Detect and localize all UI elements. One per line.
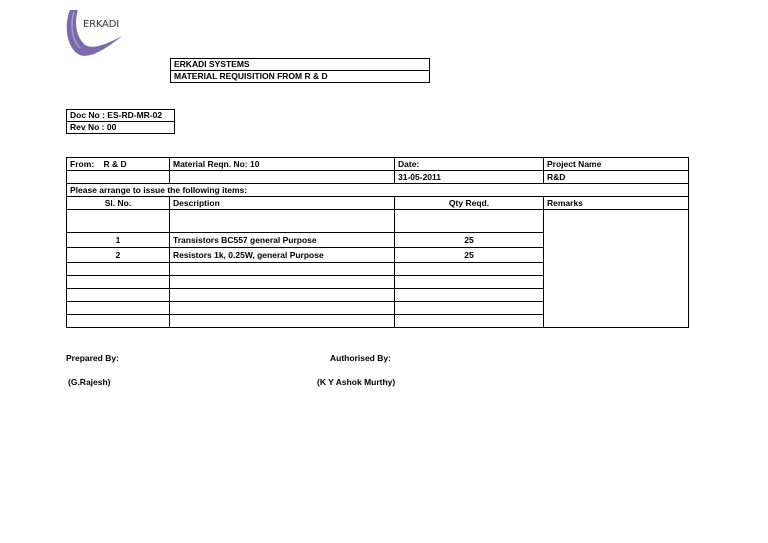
- instruction-text: Please arrange to issue the following items:: [67, 184, 689, 197]
- doc-number: Doc No : ES-RD-MR-02: [67, 110, 175, 122]
- item-slno: 1: [67, 233, 170, 248]
- from-value: R & D: [103, 159, 127, 169]
- item-description: Resistors 1k, 0.25W, general Purpose: [170, 248, 395, 263]
- table-row: [67, 210, 689, 233]
- from-label: From:: [70, 159, 95, 169]
- table-header-row: [67, 197, 689, 210]
- company-header: [170, 58, 430, 83]
- table-row: [67, 158, 689, 171]
- requisition-table: [66, 157, 689, 328]
- project-name-value: R&D: [544, 171, 689, 184]
- prepared-by-name: (G.Rajesh): [68, 377, 111, 387]
- date-value: 31-05-2011: [395, 171, 544, 184]
- erkadi-logo: [64, 6, 128, 60]
- item-slno: 2: [67, 248, 170, 263]
- table-row: [67, 184, 689, 197]
- date-label: Date:: [395, 158, 544, 171]
- document-title: MATERIAL REQUISITION FROM R & D: [171, 71, 430, 83]
- col-description: Description: [170, 197, 395, 210]
- remarks-cell: [544, 210, 689, 328]
- company-name: ERKADI SYSTEMS: [171, 59, 430, 71]
- logo-text: ERKADI: [83, 19, 119, 30]
- project-name-label: Project Name: [544, 158, 689, 171]
- table-row: [67, 171, 689, 184]
- prepared-by-label: Prepared By:: [66, 353, 119, 363]
- item-qty: 25: [395, 248, 544, 263]
- logo-swoosh-icon: [64, 6, 128, 60]
- authorised-by-name: (K Y Ashok Murthy): [317, 377, 396, 387]
- authorised-by-label: Authorised By:: [330, 353, 391, 363]
- doc-info-box: [66, 109, 175, 134]
- item-description: Transistors BC557 general Purpose: [170, 233, 395, 248]
- col-qty: Qty Reqd.: [395, 197, 544, 210]
- reqn-number: Material Reqn. No: 10: [170, 158, 395, 171]
- col-slno: Sl. No.: [67, 197, 170, 210]
- from-cell: [67, 158, 170, 171]
- col-remarks: Remarks: [544, 197, 689, 210]
- rev-number: Rev No : 00: [67, 122, 175, 134]
- item-qty: 25: [395, 233, 544, 248]
